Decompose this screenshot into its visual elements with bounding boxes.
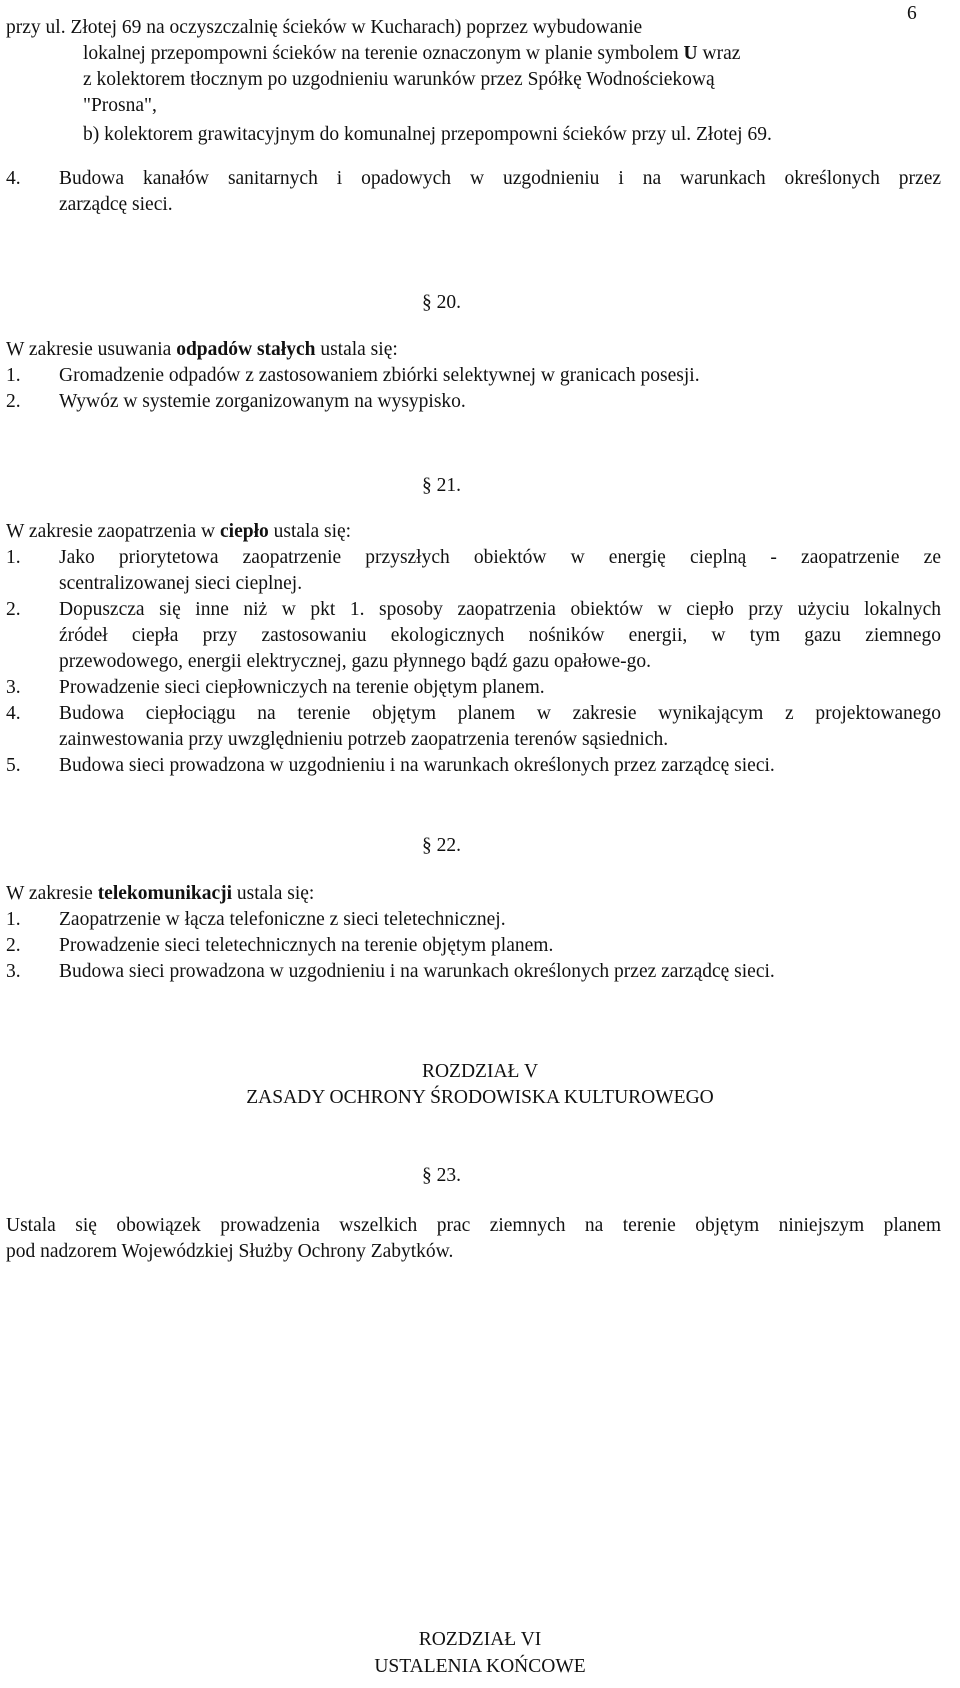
list-number: 4. — [6, 168, 21, 189]
chapter-title: ROZDZIAŁ V — [421, 1061, 539, 1082]
section-intro: W zakresie usuwania odpadów stałych ustala się: — [6, 339, 398, 360]
list-item-text: Budowa sieci prowadzona w uzgodnieniu i na warunkach określonych przez zarządcę sieci. — [59, 961, 775, 982]
list-number: 1. — [6, 909, 21, 930]
paragraph-line: Ustala się obowiązek prowadzenia wszelkich prac ziemnych na terenie objętym niniejszym planem — [6, 1215, 941, 1236]
list-item-text: Jako priorytetowa zaopatrzenie przyszłych obiektów w energię cieplną - zaopatrzenie ze — [59, 547, 941, 568]
list-item-text: Gromadzenie odpadów z zastosowaniem zbiórki selektywnej w granicach posesji. — [59, 365, 700, 386]
text-line: b) kolektorem grawitacyjnym do komunalnej przepompowni ścieków przy ul. Złotej 69. — [83, 124, 772, 145]
paragraph-line: pod nadzorem Wojewódzkiej Służby Ochrony Zabytków. — [6, 1241, 454, 1262]
text-line: przy ul. Złotej 69 na oczyszczalnię ścieków w Kucharach) poprzez wybudowanie — [6, 17, 643, 38]
list-number: 2. — [6, 935, 21, 956]
chapter-title: ROZDZIAŁ VI — [418, 1629, 542, 1650]
section-heading: § 20. — [422, 292, 461, 313]
list-number: 4. — [6, 703, 21, 724]
text-line: lokalnej przepompowni ścieków na terenie oznaczonym w planie symbolem U wraz — [83, 43, 741, 64]
list-item-text: przewodowego, energii elektrycznej, gazu płynnego bądź gazu opałowe-go. — [59, 651, 651, 672]
list-item-text: Prowadzenie sieci teletechnicznych na terenie objętym planem. — [59, 935, 554, 956]
list-item-text: Budowa kanałów sanitarnych i opadowych w uzgodnieniu i na warunkach określonych przez — [59, 168, 941, 189]
list-item-text: scentralizowanej sieci cieplnej. — [59, 573, 303, 594]
list-number: 1. — [6, 547, 21, 568]
chapter-subtitle: USTALENIA KOŃCOWE — [374, 1656, 586, 1677]
list-number: 3. — [6, 677, 21, 698]
text-line: z kolektorem tłocznym po uzgodnieniu warunków przez Spółkę Wodnościekową — [83, 69, 715, 90]
list-item-text: Zaopatrzenie w łącza telefoniczne z sieci teletechnicznej. — [59, 909, 506, 930]
section-heading: § 23. — [422, 1165, 461, 1186]
list-item-text: Wywóz w systemie zorganizowanym na wysypisko. — [59, 391, 466, 412]
list-item-text: zarządcę sieci. — [59, 194, 173, 215]
section-intro: W zakresie zaopatrzenia w ciepło ustala się: — [6, 521, 352, 542]
list-number: 5. — [6, 755, 21, 776]
list-item-text: Budowa sieci prowadzona w uzgodnieniu i na warunkach określonych przez zarządcę sieci. — [59, 755, 775, 776]
chapter-subtitle: ZASADY OCHRONY ŚRODOWISKA KULTUROWEGO — [246, 1087, 714, 1108]
section-intro: W zakresie telekomunikacji ustala się: — [6, 883, 315, 904]
text-line: "Prosna", — [83, 95, 157, 116]
list-number: 2. — [6, 599, 21, 620]
list-item-text: Dopuszcza się inne niż w pkt 1. sposoby zaopatrzenia obiektów w ciepło przy użyciu lokalnych — [59, 599, 941, 620]
page-number: 6 — [907, 3, 917, 24]
list-item-text: Prowadzenie sieci ciepłowniczych na terenie objętym planem. — [59, 677, 545, 698]
list-item-text: zainwestowania przy uwzględnieniu potrzeb zaopatrzenia terenów sąsiednich. — [59, 729, 669, 750]
list-item-text: Budowa ciepłociągu na terenie objętym planem w zakresie wynikającym z projektowanego — [59, 703, 941, 724]
list-number: 1. — [6, 365, 21, 386]
list-number: 3. — [6, 961, 21, 982]
section-heading: § 21. — [422, 475, 461, 496]
section-heading: § 22. — [422, 835, 461, 856]
list-number: 2. — [6, 391, 21, 412]
list-item-text: źródeł ciepła przy zastosowaniu ekologicznych nośników energii, w tym gazu ziemnego — [59, 625, 941, 646]
